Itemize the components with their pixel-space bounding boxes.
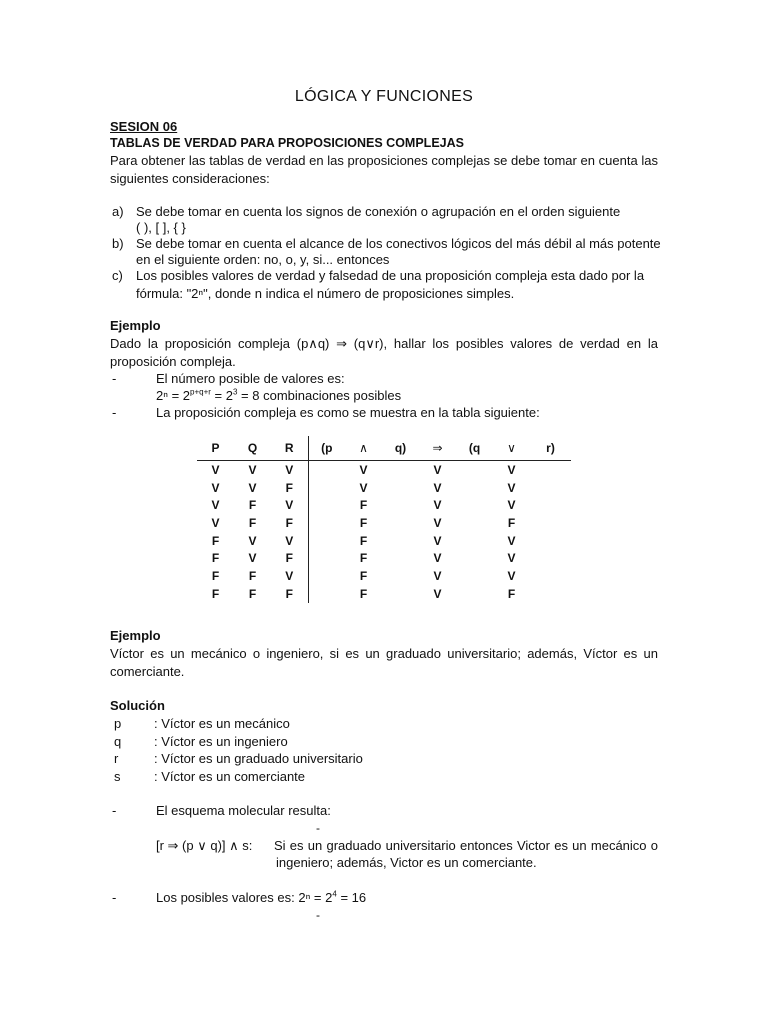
table-cell: F	[359, 533, 368, 548]
table-row	[197, 549, 571, 567]
table-cell: V	[433, 586, 442, 601]
list-item-text: fórmula: "2ⁿ", donde n indica el número de proposiciones simples.	[136, 286, 515, 301]
table-cell: V	[507, 498, 516, 513]
table-row	[197, 585, 571, 603]
table-cell	[530, 532, 571, 550]
intro-line-1: Para obtener las tablas de verdad en las proposiciones complejas se debe tomar en cuenta las	[110, 153, 658, 168]
table-cell	[382, 496, 419, 514]
scheme-description-line-1: Si es un graduado universitario entonces Victor es un mecánico o	[274, 838, 658, 853]
table-cell: V	[433, 515, 442, 530]
table-cell	[382, 461, 419, 479]
bullet-text: La proposición compleja es como se muestra en la tabla siguiente:	[156, 405, 540, 420]
table-cell: V	[359, 480, 368, 495]
column-header: ∧	[345, 436, 382, 461]
table-cell: F	[271, 549, 308, 567]
values-end: = 16	[336, 890, 367, 905]
table-row	[197, 496, 571, 514]
truth-table-body	[197, 461, 571, 603]
table-header-row	[197, 436, 571, 461]
table-cell	[308, 567, 345, 585]
bullet-dash: -	[112, 803, 117, 818]
table-cell: F	[271, 514, 308, 532]
table-cell	[308, 496, 345, 514]
table-cell: V	[271, 496, 308, 514]
table-cell: F	[211, 568, 220, 583]
table-cell	[530, 585, 571, 603]
page-title: LÓGICA Y FUNCIONES	[294, 88, 474, 105]
table-cell: V	[271, 532, 308, 550]
table-cell: F	[211, 533, 220, 548]
example-1-heading: Ejemplo	[110, 318, 161, 333]
table-cell	[308, 549, 345, 567]
table-cell	[456, 461, 493, 479]
formula-end: = 8 combinaciones posibles	[237, 388, 402, 403]
table-cell: F	[359, 551, 368, 566]
table-cell: V	[211, 498, 220, 513]
list-marker: a)	[112, 204, 124, 219]
bullet-dash: -	[112, 371, 117, 386]
minus-mark: -	[316, 821, 320, 835]
table-cell: F	[248, 515, 257, 530]
table-cell	[308, 479, 345, 497]
table-cell: V	[211, 462, 220, 477]
list-item-text: Se debe tomar en cuenta los signos de conexión o agrupación en el orden siguiente	[136, 204, 621, 219]
combination-formula	[156, 388, 401, 403]
example-1-line-1: Dado la proposición compleja (p∧q) ⇒ (q∨r), hallar los posibles valores de verdad en la	[110, 336, 658, 351]
values-base: Los posibles valores es: 2ⁿ = 2	[156, 890, 333, 905]
table-cell	[456, 567, 493, 585]
table-cell	[530, 514, 571, 532]
table-row	[197, 567, 571, 585]
table-cell	[530, 549, 571, 567]
formula-base: 2ⁿ = 2	[156, 388, 191, 403]
bullet-dash: -	[112, 890, 117, 905]
column-header: (q	[456, 436, 493, 461]
column-header: q)	[382, 436, 419, 461]
table-cell	[308, 461, 345, 479]
table-cell	[456, 479, 493, 497]
table-cell: V	[433, 568, 442, 583]
table-cell: F	[359, 515, 368, 530]
list-marker: b)	[112, 236, 124, 251]
table-cell: F	[507, 586, 516, 601]
table-cell	[382, 585, 419, 603]
table-cell: V	[433, 462, 442, 477]
table-cell	[456, 496, 493, 514]
formula-mid: = 2	[210, 388, 233, 403]
column-header: ∨	[493, 436, 530, 461]
list-item-text: ( ), [ ], { }	[136, 220, 186, 235]
solution-heading: Solución	[110, 698, 165, 713]
column-header: r)	[530, 436, 571, 461]
table-cell	[308, 585, 345, 603]
table-row	[197, 514, 571, 532]
example-2-line-1: Víctor es un mecánico o ingeniero, si es un graduado universitario; además, Víctor es un	[110, 646, 658, 661]
scheme-formula: [r ⇒ (p ∨ q)] ∧ s:	[156, 838, 253, 853]
table-cell	[456, 585, 493, 603]
table-cell: V	[433, 498, 442, 513]
prop-text: : Víctor es un comerciante	[154, 769, 306, 784]
table-cell	[308, 514, 345, 532]
possible-values-formula	[156, 890, 366, 905]
prop-var: p	[114, 716, 122, 731]
table-cell: F	[359, 586, 368, 601]
intro-line-2: siguientes consideraciones:	[110, 171, 270, 186]
table-cell	[382, 532, 419, 550]
table-cell: V	[433, 480, 442, 495]
table-cell: F	[359, 568, 368, 583]
example-2-heading: Ejemplo	[110, 628, 161, 643]
table-cell: V	[248, 480, 257, 495]
bullet-text: El esquema molecular resulta:	[156, 803, 331, 818]
table-row	[197, 479, 571, 497]
prop-text: : Víctor es un graduado universitario	[154, 751, 363, 766]
table-cell	[382, 567, 419, 585]
table-cell	[456, 532, 493, 550]
table-cell: V	[248, 533, 257, 548]
table-cell: F	[271, 585, 308, 603]
table-cell	[382, 479, 419, 497]
table-cell: V	[271, 567, 308, 585]
list-marker: c)	[112, 268, 123, 283]
table-cell	[456, 549, 493, 567]
table-cell: V	[211, 480, 220, 495]
table-cell	[308, 532, 345, 550]
table-cell	[530, 461, 571, 479]
table-cell	[382, 549, 419, 567]
scheme-description-line-2: ingeniero; además, Victor es un comerciante.	[276, 855, 537, 870]
column-header: (p	[308, 436, 345, 461]
table-cell: F	[248, 498, 257, 513]
column-header: R	[271, 436, 308, 461]
table-cell	[456, 514, 493, 532]
column-header: Q	[234, 436, 271, 461]
table-cell: V	[507, 568, 516, 583]
example-2-line-2: comerciante.	[110, 664, 185, 679]
formula-exponent: p+q+r	[190, 387, 211, 397]
table-cell	[530, 496, 571, 514]
column-header: P	[197, 436, 234, 461]
section-subtitle: TABLAS DE VERDAD PARA PROPOSICIONES COMPLEJAS	[110, 136, 464, 150]
table-cell: V	[248, 551, 257, 566]
table-cell: V	[433, 533, 442, 548]
table-cell: V	[507, 462, 516, 477]
table-cell: F	[211, 586, 220, 601]
prop-var: q	[114, 734, 122, 749]
prop-var: r	[114, 751, 119, 766]
table-cell: F	[248, 568, 257, 583]
table-cell	[530, 479, 571, 497]
bullet-dash: -	[112, 405, 117, 420]
table-cell: V	[507, 551, 516, 566]
table-cell: F	[248, 586, 257, 601]
example-1-line-2: proposición compleja.	[110, 354, 236, 369]
table-cell	[382, 514, 419, 532]
formula-exponent-2: 3	[232, 387, 238, 397]
values-exponent: 4	[332, 889, 337, 899]
table-cell: V	[507, 480, 516, 495]
minus-mark: -	[316, 908, 320, 922]
table-cell: F	[359, 498, 368, 513]
prop-text: : Víctor es un ingeniero	[154, 734, 288, 749]
prop-var: s	[114, 769, 121, 784]
table-cell: F	[507, 515, 516, 530]
table-cell	[530, 567, 571, 585]
table-cell: F	[211, 551, 220, 566]
list-item-text: Se debe tomar en cuenta el alcance de los conectivos lógicos del más débil al más potente	[136, 236, 661, 251]
column-header: ⇒	[419, 436, 456, 461]
list-item-text: en el siguiente orden: no, o, y, si... entonces	[136, 252, 390, 267]
table-cell: V	[433, 551, 442, 566]
table-cell: V	[248, 462, 257, 477]
table-cell: V	[507, 533, 516, 548]
session-heading: SESION 06	[110, 119, 178, 134]
table-cell: V	[359, 462, 368, 477]
table-row	[197, 532, 571, 550]
table-cell: F	[271, 479, 308, 497]
bullet-text: El número posible de valores es:	[156, 371, 345, 386]
table-cell: V	[271, 461, 308, 479]
truth-table	[197, 436, 571, 603]
table-row	[197, 461, 571, 479]
prop-text: : Víctor es un mecánico	[154, 716, 290, 731]
list-item-text: Los posibles valores de verdad y falsedad de una proposición compleja esta dado por la	[136, 268, 645, 283]
table-cell: V	[211, 515, 220, 530]
